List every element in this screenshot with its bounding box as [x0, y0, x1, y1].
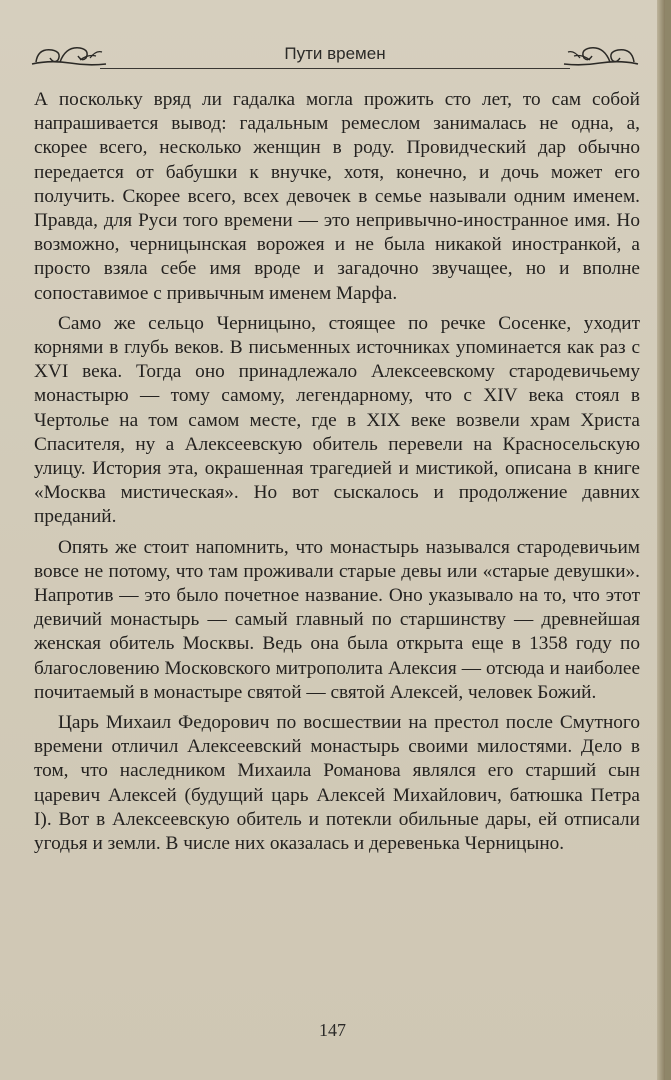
page-number: 147	[319, 1020, 346, 1040]
paragraph-2: Само же сельцо Черницыно, стоящее по речке Сосенке, уходит корнями в глубь веков. В письменных источниках упоминается как раз с XVI века. Тогда оно принадлежало Алексеевскому стародевичьему монастырю — тому самому, легендарному, что с XIV века стоял в Чертолье на том самом месте, где в XIX веке возвели храм Христа Спасителя, ну а Алексеевскую обитель перевели на Красносельскую улицу. История эта, окрашенная трагедией и мистикой, описана в книге «Москва мистическая». Но вот сыскалось и продолжение давних преданий.	[34, 312, 640, 528]
header-rule-line	[100, 68, 570, 69]
paragraph-1: А поскольку вряд ли гадалка могла прожить сто лет, то сам собой напрашивается вывод: гадальным ремеслом занималась не одна, а, скорее всего, несколько женщин в роду. Провидческий дар обычно передается от бабушки к внучке, хотя, конечно, и дочь может его получить. Скорее всего, всех девочек в семье называли одним именем. Правда, для Руси того времени — это непривычно-иностранное имя. Но возможно, черницынская ворожея и не была никакой иностранкой, а просто взяла себе имя вроде и загадочно звучащее, но и вполне сопоставимое с привычным именем Марфа.	[34, 89, 640, 304]
page-edge-shadow	[657, 0, 665, 1080]
paragraph-4: Царь Михаил Федорович по восшествии на престол после Смутного времени отличил Алексеевский монастырь своими милостями. Дело в том, что наследником Михаила Романова являлся его старший сын царевич Алексей (будущий царь Алексей Михайлович, батюшка Петра I). Вот в Алексеевскую обитель и потекли обильные дары, ей отписали угодья и земли. В числе них оказалась и деревенька Черницыно.	[34, 712, 640, 855]
running-header	[30, 30, 640, 80]
running-header-title: Пути времен	[284, 44, 386, 63]
paragraph-3: Опять же стоит напомнить, что монастырь назывался стародевичьим вовсе не потому, что там проживали старые девы или «старые девушки». Напротив — это было почетное название. Оно указывало на то, что этот девичий монастырь — самый главный по старшинству — древнейшая женская обитель Москвы. Ведь она была открыта еще в 1358 году по благословению Московского митрополита Алексия — отсюда и наиболее почитаемый в монастыре святой — святой Алексей, человек Божий.	[34, 536, 640, 703]
right-flourish-ornament	[562, 34, 640, 70]
body-text	[34, 88, 640, 862]
